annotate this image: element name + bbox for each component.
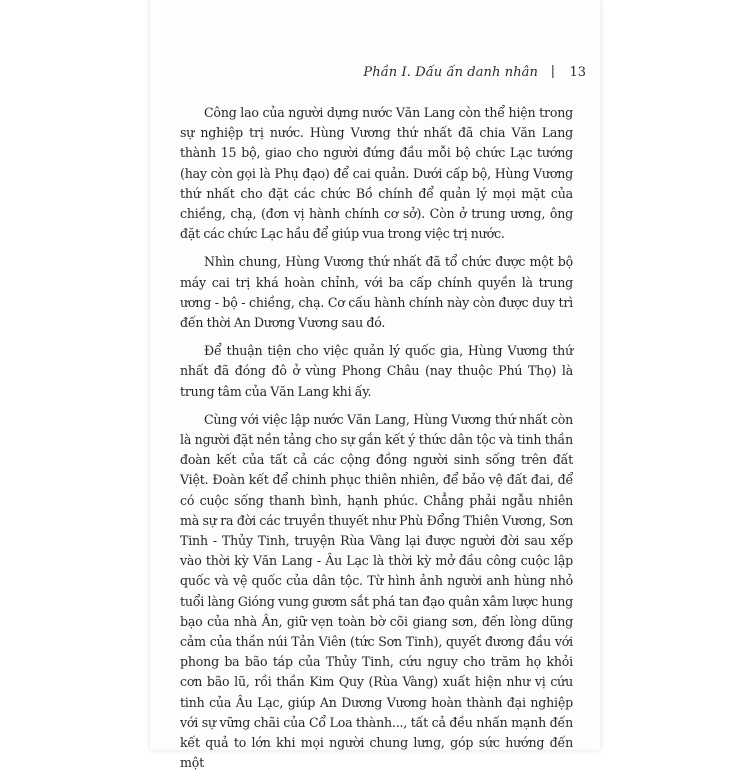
paragraph: Công lao của người dựng nước Văn Lang còn thể hiện trong sự nghiệp trị nước. Hùng Vương thứ nhất đã chia Văn Lang thành 15 bộ, giao cho người đứng đầu mỗi bộ chức Lạc tướng (hay còn gọi là Phụ đạo) để cai quản. Dưới cấp bộ, Hùng Vương thứ nhất cho đặt các chức Bồ chính để quản lý mọi mặt của chiềng, chạ, (đơn vị hành chính cơ sở). Còn ở trung ương, ông đặt các chức Lạc hầu để giúp vua trong việc trị nước.: [180, 105, 573, 242]
paragraph: Để thuận tiện cho việc quản lý quốc gia, Hùng Vương thứ nhất đã đóng đô ở vùng Phong Châu (nay thuộc Phú Thọ) là trung tâm của Văn Lang khi ấy.: [180, 343, 573, 399]
chapter-title: Phần I. Dấu ấn danh nhân: [363, 65, 538, 80]
book-page: [150, 0, 600, 771]
body-text: [180, 103, 573, 782]
paragraph: Cùng với việc lập nước Văn Lang, Hùng Vương thứ nhất còn là người đặt nền tảng cho sự gắn kết ý thức dân tộc và tinh thần đoàn kết của tất cả các cộng đồng người sinh sống trên đất Việt. Đoàn kết để chinh phục thiên nhiên, để bảo vệ đất đai, để có cuộc sống thanh bình, hạnh phúc. Chẳng phải ngẫu nhiên mà sự ra đời các truyền thuyết như Phù Đổng Thiên Vương, Sơn Tinh - Thủy Tinh, truyện Rùa Vàng lại được người đời sau xếp vào thời kỳ Văn Lang - Âu Lạc là thời kỳ mở đầu công cuộc lập quốc và vệ quốc của dân tộc. Từ hình ảnh người anh hùng nhỏ tuổi làng Gióng vung gươm sắt phá tan đạo quân xâm lược hung bạo của nhà Ân, giữ vẹn toàn bờ cõi giang sơn, đến lòng dũng cảm của thần núi Tản Viên (tức Sơn Tinh), quyết đương đầu với phong ba bão táp của Thủy Tinh, cứu nguy cho trăm họ khỏi cơn bão lũ, rồi thần Kim Quy (Rùa Vàng) xuất hiện như vị cứu tinh của Âu Lạc, giúp An Dương Vương hoàn thành đại nghiệp với sự vững chãi của Cổ Loa thành..., tất cả đều nhấn mạnh đến kết quả to lớn khi mọi người chung lưng, góp sức hướng đến một: [180, 411, 573, 771]
running-header: [150, 62, 600, 86]
header-separator: |: [550, 64, 555, 79]
paragraph: Nhìn chung, Hùng Vương thứ nhất đã tổ chức được một bộ máy cai trị khá hoàn chỉnh, với ba cấp chính quyền là trung ương - bộ - chiềng, chạ. Cơ cấu hành chính này còn được duy trì đến thời An Dương Vương sau đó.: [180, 254, 573, 331]
page-number: 13: [569, 65, 586, 80]
